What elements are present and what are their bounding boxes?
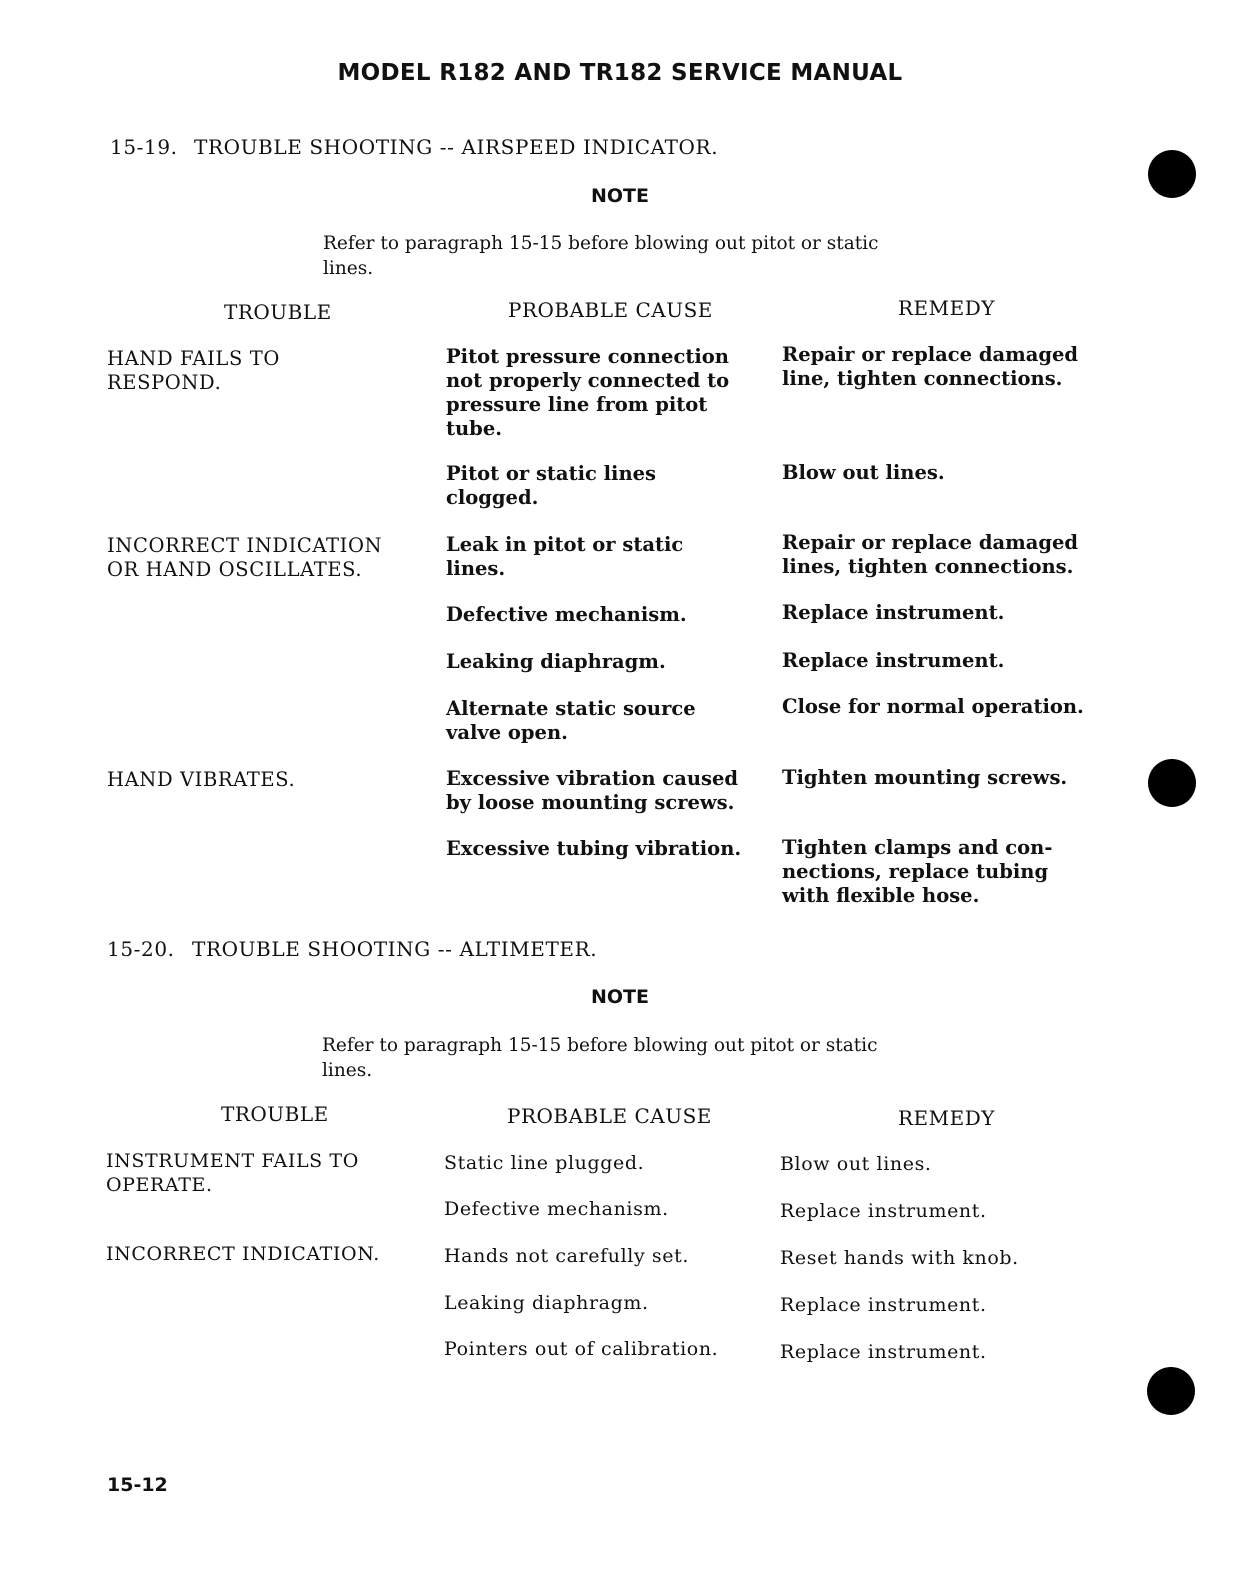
remedy-cell: Blow out lines.	[782, 461, 945, 484]
note-text: Refer to paragraph 15-15 before blowing out pitot or static lines.	[323, 233, 879, 279]
section-number: 15-20.	[107, 937, 175, 961]
header-trouble: TROUBLE	[221, 1102, 329, 1126]
trouble-cell: HAND FAILS TO RESPOND.	[107, 347, 280, 394]
punch-hole-mark	[1148, 759, 1196, 807]
section-number: 15-19.	[110, 135, 178, 159]
remedy-cell: Replace instrument.	[780, 1341, 987, 1363]
cause-cell: Defective mechanism.	[446, 603, 687, 626]
header-remedy: REMEDY	[898, 1106, 995, 1130]
remedy-cell: Repair or replace damaged lines, tighten connections.	[782, 531, 1079, 578]
cause-cell: Pointers out of calibration.	[444, 1338, 719, 1360]
remedy-cell: Repair or replace damaged line, tighten connections.	[782, 343, 1079, 390]
header-remedy: REMEDY	[898, 296, 995, 320]
section-heading: TROUBLE SHOOTING -- ALTIMETER.	[192, 937, 598, 961]
trouble-cell: INSTRUMENT FAILS TO OPERATE.	[106, 1150, 359, 1196]
trouble-cell: INCORRECT INDICATION.	[106, 1243, 380, 1265]
cause-cell: Excessive vibration caused by loose mounting screws.	[446, 767, 739, 814]
remedy-cell: Close for normal operation.	[782, 695, 1084, 718]
remedy-cell: Reset hands with knob.	[780, 1247, 1019, 1269]
remedy-cell: Tighten clamps and con- nections, replace tubing with flexible hose.	[782, 836, 1053, 907]
remedy-cell: Blow out lines.	[780, 1153, 932, 1175]
header-probable-cause: PROBABLE CAUSE	[508, 298, 713, 322]
punch-hole-mark	[1147, 1367, 1195, 1415]
remedy-cell: Replace instrument.	[780, 1200, 987, 1222]
cause-cell: Pitot pressure connection not properly connected to pressure line from pitot tube.	[446, 345, 730, 440]
cause-cell: Leaking diaphragm.	[444, 1292, 649, 1314]
section-heading: TROUBLE SHOOTING -- AIRSPEED INDICATOR.	[194, 135, 719, 159]
page-title: MODEL R182 AND TR182 SERVICE MANUAL	[337, 60, 903, 86]
note-label: NOTE	[591, 185, 649, 207]
cause-cell: Pitot or static lines clogged.	[446, 462, 657, 509]
remedy-cell: Replace instrument.	[782, 601, 1005, 624]
trouble-cell: HAND VIBRATES.	[107, 768, 296, 791]
cause-cell: Excessive tubing vibration.	[446, 837, 742, 860]
note-label: NOTE	[591, 986, 649, 1008]
page-number: 15-12	[107, 1474, 168, 1496]
punch-hole-mark	[1148, 150, 1196, 198]
cause-cell: Leaking diaphragm.	[446, 650, 666, 673]
cause-cell: Leak in pitot or static lines.	[446, 533, 684, 580]
cause-cell: Hands not carefully set.	[444, 1245, 689, 1267]
cause-cell: Defective mechanism.	[444, 1198, 669, 1220]
remedy-cell: Tighten mounting screws.	[782, 766, 1068, 789]
note-text: Refer to paragraph 15-15 before blowing out pitot or static lines.	[322, 1035, 878, 1081]
cause-cell: Static line plugged.	[444, 1152, 645, 1174]
cause-cell: Alternate static source valve open.	[446, 697, 696, 744]
remedy-cell: Replace instrument.	[780, 1294, 987, 1316]
trouble-cell: INCORRECT INDICATION OR HAND OSCILLATES.	[107, 534, 383, 581]
remedy-cell: Replace instrument.	[782, 649, 1005, 672]
header-probable-cause: PROBABLE CAUSE	[507, 1104, 712, 1128]
header-trouble: TROUBLE	[224, 300, 332, 324]
